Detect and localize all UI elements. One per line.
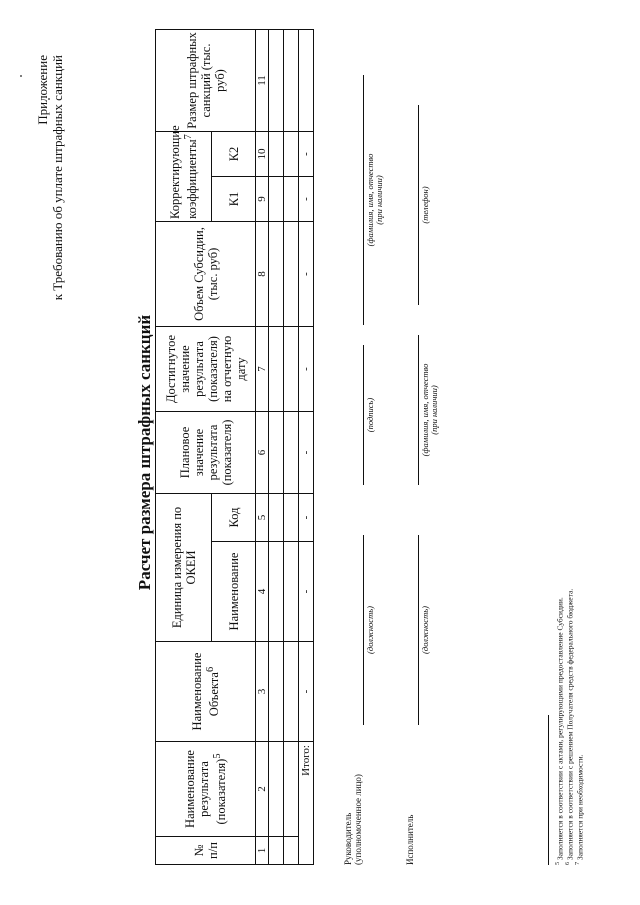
header-okei: Единица измерения по ОКЕИ [156, 493, 212, 641]
table-cell [269, 326, 284, 411]
total-cell [299, 29, 314, 131]
footnote-ref-7: 7 [182, 134, 194, 140]
phone-caption: (телефон) [420, 186, 430, 224]
executor-name-line [418, 335, 419, 485]
header-volume: Объем Субсидии, (тыс. руб) [156, 221, 256, 326]
total-label: Итого: [299, 742, 314, 865]
table-cell [269, 493, 284, 541]
footnote-text: Заполняется при необходимости. [575, 754, 585, 860]
column-number: 4 [256, 542, 269, 642]
header-object-text: Наименование Объекта [189, 652, 222, 731]
total-cell: - [299, 176, 314, 221]
executor-position-caption: (должность) [420, 606, 430, 654]
footnote-ref-5: 5 [211, 753, 223, 759]
header-object [156, 642, 256, 742]
table-cell [284, 493, 299, 541]
column-number: 2 [256, 742, 269, 837]
head-signature-line [363, 345, 364, 485]
column-number: 1 [256, 837, 269, 865]
table-cell [284, 837, 299, 865]
column-number: 6 [256, 411, 269, 493]
head-name-line [363, 75, 364, 325]
head-name-caption [366, 75, 384, 325]
head-name-caption-line-2: (при наличии) [374, 175, 384, 225]
footnote-ref-6: 6 [204, 666, 216, 673]
table-cell [269, 742, 284, 837]
appendix-line-2: к Требованию об уплате штрафных санкций [50, 55, 65, 301]
table-cell [269, 411, 284, 493]
table-cell [284, 742, 299, 837]
table-cell [284, 411, 299, 493]
column-number: 9 [256, 176, 269, 221]
total-cell: - [299, 642, 314, 742]
header-coefficients [156, 125, 212, 221]
header-k1: К1 [212, 176, 256, 221]
head-position-caption: (должность) [365, 606, 375, 654]
column-number: 7 [256, 326, 269, 411]
appendix-line-1: Приложение [35, 55, 50, 125]
table-cell [284, 29, 299, 131]
executor-name-caption-line-1: (фамилия, имя, отчество [420, 363, 430, 457]
executor-name-caption-line-2: (при наличии) [429, 385, 439, 435]
table-cell [284, 131, 299, 176]
table-row [269, 29, 284, 864]
column-number: 11 [256, 29, 269, 131]
header-result-text: Наименование результата (показателя) [182, 750, 229, 828]
total-cell: - [299, 411, 314, 493]
column-number: 8 [256, 221, 269, 326]
table-cell [269, 221, 284, 326]
executor-name-caption [421, 335, 439, 485]
head-label-line-2: (уполномоченное лицо) [353, 774, 363, 865]
table-cell [284, 642, 299, 742]
document-title: Расчет размера штрафных санкций [135, 314, 154, 591]
header-result [156, 742, 256, 837]
table-cell [269, 176, 284, 221]
header-okei-name: Наименование [212, 542, 256, 642]
column-number: 5 [256, 493, 269, 541]
table-cell [284, 542, 299, 642]
footnote-text: Заполняется в соответствии с решением Получателя средств федерального бюджета. [565, 588, 575, 860]
head-position-line [363, 535, 364, 725]
head-label [343, 774, 363, 865]
header-okei-code: Код [212, 493, 256, 541]
total-cell: - [299, 221, 314, 326]
column-number-row [256, 29, 269, 864]
footnote-mark: 6 [564, 861, 571, 865]
header-sanction: Размер штрафных санкций (тыс. руб) [156, 29, 256, 131]
total-cell: - [299, 326, 314, 411]
header-number-top: № [191, 844, 206, 857]
table-cell [269, 131, 284, 176]
footnote-separator [548, 715, 549, 865]
header-plan: Плановое значение результата (показателя) [156, 411, 256, 493]
header-fact: Достигнутое значение результата (показателя) на отчетную дату [156, 326, 256, 411]
total-row [299, 29, 314, 864]
executor-position-line [418, 535, 419, 725]
table-cell [284, 326, 299, 411]
total-cell: - [299, 493, 314, 541]
executor-label: Исполнитель [405, 814, 415, 865]
total-cell: - [299, 542, 314, 642]
executor-phone-line [418, 105, 419, 305]
column-number: 10 [256, 131, 269, 176]
footnote [573, 755, 585, 866]
table-cell [269, 542, 284, 642]
sanctions-table [155, 29, 314, 865]
table-cell [269, 837, 284, 865]
footnote-text: Заполняется в соответствии с актами, регулирующими предоставление Субсидии. [555, 597, 565, 860]
header-k2: К2 [212, 131, 256, 176]
appendix-header [35, 55, 65, 300]
column-number: 3 [256, 642, 269, 742]
head-signature-caption: (подпись) [365, 397, 375, 433]
total-cell: - [299, 131, 314, 176]
head-label-line-1: Руководитель [343, 812, 353, 865]
header-number-bottom: п/п [205, 842, 220, 859]
footnote-mark: 5 [554, 861, 561, 865]
head-name-caption-line-1: (фамилия, имя, отчество [365, 153, 375, 247]
header-number [156, 837, 256, 865]
header-coefficients-text: Корректирующие коэффициенты [167, 125, 200, 219]
table-cell [269, 29, 284, 131]
table-cell [284, 176, 299, 221]
footnote-mark: 7 [574, 861, 581, 865]
table-row [284, 29, 299, 864]
table-cell [284, 221, 299, 326]
table-cell [269, 642, 284, 742]
